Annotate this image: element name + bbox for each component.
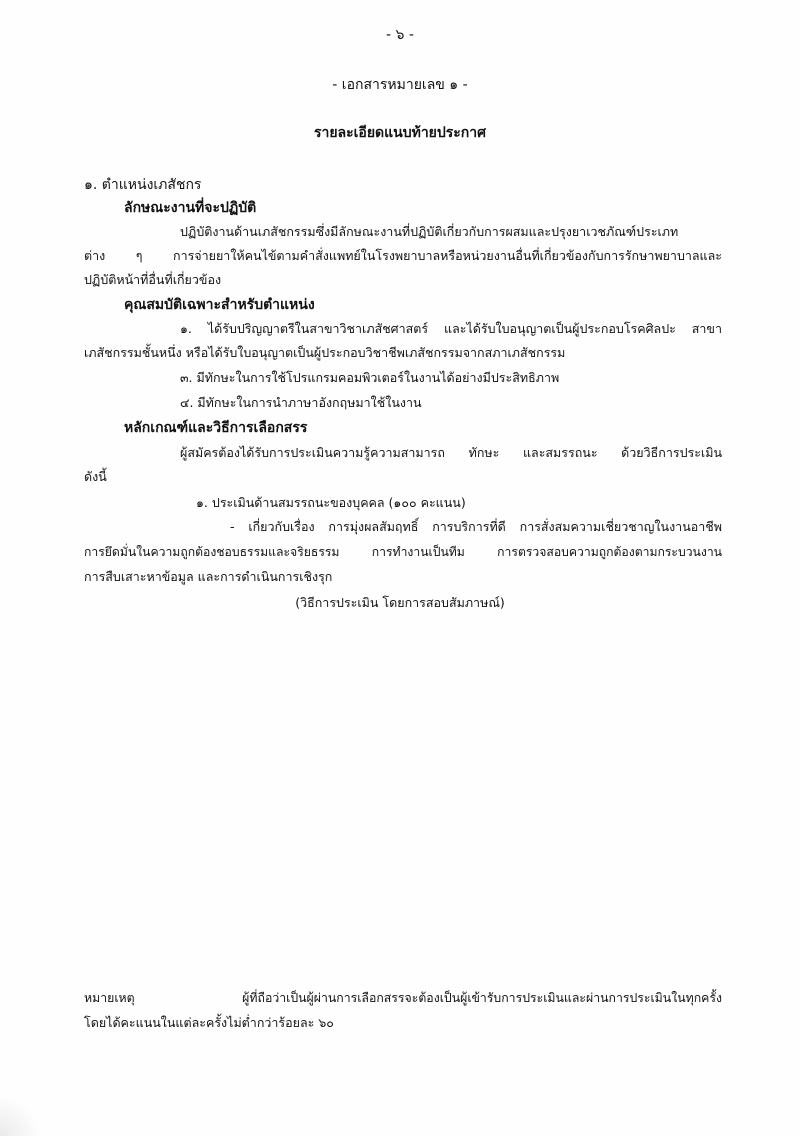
assessment-detail-line: การยึดมั่นในความถูกต้องชอบธรรมและจริยธรรม การทำงานเป็นทีม การตรวจสอบความถูกต้องตามกระบวนงาน — [84, 545, 722, 559]
job-nature-line: ปฏิบัติหน้าที่อื่นที่เกี่ยวข้อง — [84, 272, 222, 287]
criteria-heading: หลักเกณฑ์และวิธีการเลือกสรร — [124, 420, 308, 436]
document-title: รายละเอียดแนบท้ายประกาศ — [313, 125, 487, 141]
scan-shadow — [0, 1096, 40, 1136]
qualification-item: ๓. มีทักษะในการใช้โปรแกรมคอมพิวเตอร์ในงานได้อย่างมีประสิทธิภาพ — [180, 370, 560, 385]
qualification-item: ๔. มีทักษะในการนำภาษาอังกฤษมาใช้ในงาน — [180, 395, 422, 410]
assessment-item: ๑. ประเมินด้านสมรรถนะของบุคคล (๑๐๐ คะแนน) — [196, 495, 466, 510]
assessment-detail-line: การสืบเสาะหาข้อมูล และการดำเนินการเชิงรุก — [84, 569, 333, 584]
qualification-item: เภสัชกรรมชั้นหนึ่ง หรือได้รับใบอนุญาตเป็นผู้ประกอบวิชาชีพเภสัชกรรมจากสภาเภสัชกรรม — [84, 345, 566, 360]
job-nature-line: ต่าง ๆ การจ่ายยาให้คนไข้ตามคำสั่งแพทย์ในโรงพยาบาลหรือหน่วยงานอื่นที่เกี่ยวข้องกับการรักษาพยาบาลและ — [84, 248, 722, 263]
document-number: - เอกสารหมายเลข ๑ - — [332, 77, 468, 93]
assessment-detail-line: - เกี่ยวกับเรื่อง การมุ่งผลสัมฤทธิ์ การบริการที่ดี การสั่งสมความเชี่ยวชาญในงานอาชีพ — [230, 519, 722, 534]
note-line: หมายเหตุ ผู้ที่ถือว่าเป็นผู้ผ่านการเลือกสรรจะต้องเป็นผู้เข้ารับการประเมินและผ่านการประเมินในทุกครั้ง — [84, 991, 722, 1005]
note-line: โดยได้คะแนนในแต่ละครั้งไม่ต่ำกว่าร้อยละ ๖๐ — [84, 1015, 334, 1030]
section-heading: ๑. ตำแหน่งเภสัชกร — [84, 177, 202, 193]
criteria-line: ดังนี้ — [84, 469, 107, 484]
job-nature-line: ปฏิบัติงานด้านเภสัชกรรมซึ่งมีลักษณะงานที่ปฏิบัติเกี่ยวกับการผสมและปรุงยาเวชภัณฑ์ประเภท — [180, 224, 679, 239]
assessment-method: (วิธีการประเมิน โดยการสอบสัมภาษณ์) — [295, 595, 505, 610]
qualifications-heading: คุณสมบัติเฉพาะสำหรับตำแหน่ง — [124, 297, 315, 313]
job-nature-heading: ลักษณะงานที่จะปฏิบัติ — [124, 200, 257, 216]
qualification-item: ๑. ได้รับปริญญาตรีในสาขาวิชาเภสัชศาสตร์ และได้รับใบอนุญาตเป็นผู้ประกอบโรคศิลปะ สาขา — [180, 321, 722, 336]
page-number: - ๖ - — [386, 27, 414, 43]
criteria-line: ผู้สมัครต้องได้รับการประเมินความรู้ความสามารถ ทักษะ และสมรรถนะ ด้วยวิธีการประเมิน — [180, 445, 722, 460]
